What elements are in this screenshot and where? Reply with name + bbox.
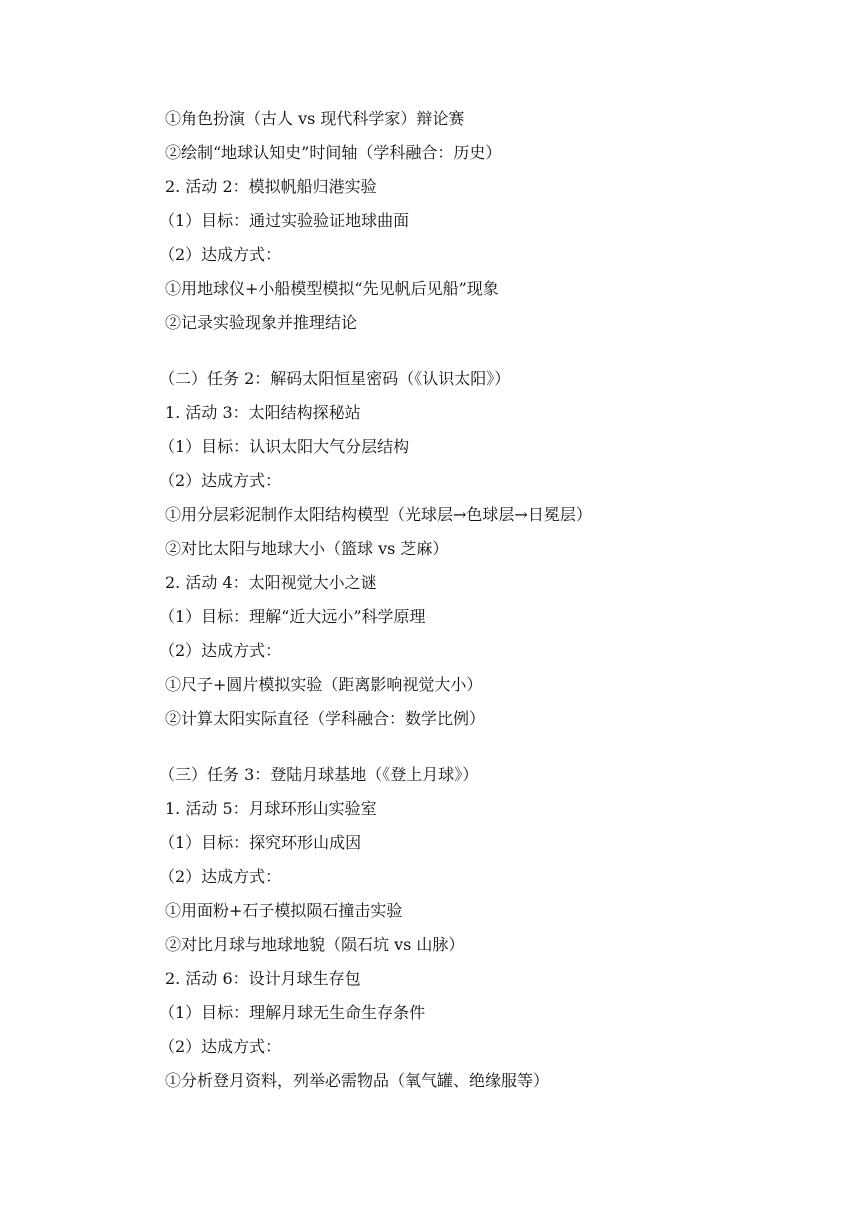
text-line: 2. 活动 2：模拟帆船归港实验 — [165, 177, 377, 196]
text-line: ②记录实验现象并推理结论 — [165, 313, 358, 332]
text-line: ②对比太阳与地球大小（篮球 vs 芝麻） — [165, 539, 449, 558]
text-line: ①用地球仪+小船模型模拟“先见帆后见船”现象 — [165, 279, 499, 298]
text-line: ①尺子+圆片模拟实验（距离影响视觉大小） — [165, 675, 483, 694]
text-line: ②计算太阳实际直径（学科融合：数学比例） — [165, 709, 486, 728]
document-body — [159, 108, 785, 1104]
text-line: （2）达成方式： — [159, 471, 282, 490]
text-line: （1）目标：认识太阳大气分层结构 — [159, 437, 410, 456]
text-line: （1）目标：通过实验验证地球曲面 — [159, 211, 410, 230]
text-line: （1）目标：理解月球无生命生存条件 — [159, 1003, 426, 1022]
text-line: ②绘制“地球认知史”时间轴（学科融合：历史） — [165, 143, 502, 162]
section-heading: （二）任务 2：解码太阳恒星密码（《认识太阳》） — [159, 369, 511, 388]
text-line: ①用分层彩泥制作太阳结构模型（光球层→色球层→日冕层） — [165, 505, 592, 524]
text-line: 2. 活动 6：设计月球生存包 — [165, 969, 361, 988]
text-line: （1）目标：探究环形山成因 — [159, 833, 362, 852]
paragraph-gap — [165, 742, 785, 764]
text-line: 1. 活动 3：太阳结构探秘站 — [165, 403, 361, 422]
text-line: 2. 活动 4：太阳视觉大小之谜 — [165, 573, 377, 592]
text-line: （2）达成方式： — [159, 1037, 282, 1056]
text-line: ①用面粉+石子模拟陨石撞击实验 — [165, 901, 403, 920]
text-line: 1. 活动 5：月球环形山实验室 — [165, 799, 377, 818]
text-line: （2）达成方式： — [159, 867, 282, 886]
text-line: （2）达成方式： — [159, 641, 282, 660]
text-line: ②对比月球与地球地貌（陨石坑 vs 山脉） — [165, 935, 465, 954]
text-line: ①角色扮演（古人 vs 现代科学家）辩论赛 — [165, 109, 465, 128]
paragraph-gap — [165, 346, 785, 368]
text-line: （1）目标：理解“近大远小”科学原理 — [159, 607, 426, 626]
section-heading: （三）任务 3：登陆月球基地（《登上月球》） — [159, 765, 479, 784]
text-line: （2）达成方式： — [159, 245, 282, 264]
text-line: ①分析登月资料，列举必需物品（氧气罐、绝缘服等） — [165, 1071, 550, 1090]
